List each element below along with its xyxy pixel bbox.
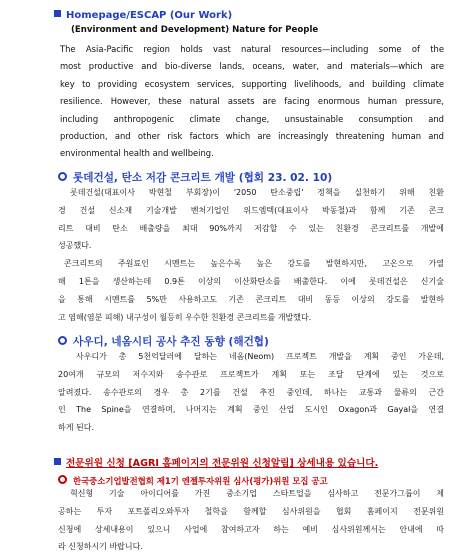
saudi-heading-row bbox=[58, 330, 448, 349]
lotte-paragraph bbox=[58, 184, 444, 326]
paragraph-line: 고 염해(염분 피해) 내구성이 월등히 우수한 친환경 콘크리트를 개발했다. bbox=[58, 312, 312, 322]
expert-heading[interactable]: 전문위원 신청 [AGRI 홈페이지의 전문위원 신청알림] 상세내용 있습니다. bbox=[66, 458, 379, 469]
homepage-paragraph bbox=[60, 41, 444, 163]
paragraph-line: 해 1톤을 생산하는데 0.9톤 이상의 이산화탄소를 배출한다. 이에 롯데건설은 신기술 bbox=[58, 276, 444, 286]
circle-bullet-icon bbox=[58, 336, 67, 345]
homepage-heading-row bbox=[54, 3, 444, 22]
paragraph-line: key to providing ecosystem services, supporting livelihoods, and building climate bbox=[60, 78, 444, 89]
lotte-heading-row bbox=[58, 166, 448, 185]
paragraph-line: production, and other risk factors which are increasingly threatening human and bbox=[60, 131, 444, 142]
paragraph-line: environmental health and wellbeing. bbox=[60, 148, 214, 159]
paragraph-line: 콘크리트의 주원료인 시멘트는 높은수록 높은 강도를 발현하지만, 고온으로 가열 bbox=[64, 259, 444, 269]
paragraph-line: 롯데건설(대표이사 박현철 부회장)이 '2050 탄소중립' 정책을 실천하기 위해 친환 bbox=[70, 188, 444, 197]
paragraph-line: 20여개 규모의 저수지와 송수관로 프로젝트가 계획 또는 조달 단계에 있는 것으로 bbox=[58, 369, 444, 379]
expert-heading-row bbox=[54, 451, 450, 470]
blue-square-bullet-icon bbox=[54, 10, 61, 17]
paragraph-line: 라 신청하시기 바랍니다. bbox=[58, 542, 143, 552]
blue-square-bullet-icon bbox=[54, 458, 61, 465]
homepage-heading: Homepage/ESCAP (Our Work) bbox=[66, 10, 233, 21]
paragraph-line: including anthropogenic climate change, unsustainable consumption and bbox=[60, 113, 444, 124]
paragraph-line: 공하는 투자 포트폴리오와투자 철학을 함께할 심사위원을 협회 홈페이지 전문위원 bbox=[58, 506, 444, 516]
saudi-heading: 사우디, 네옴시티 공사 추진 동향 (해건협) bbox=[73, 336, 269, 348]
saudi-paragraph bbox=[58, 348, 444, 437]
lotte-heading: 롯데건설, 탄소 저감 콘크리트 개발 (협회 23. 02. 10) bbox=[73, 172, 333, 184]
paragraph-line: 인 The Spine을 연결하며, 나머지는 계획 중인 산업 도시인 Oxagon과 Gayal을 연결 bbox=[58, 405, 444, 415]
expert-paragraph bbox=[58, 485, 444, 556]
paragraph-line: 신청에 상세내용이 있으니 사업에 참여하고자 하는 예비 심사위원께서는 안내에 따 bbox=[58, 524, 444, 534]
paragraph-line: 리트 대비 탄소 배출량을 최대 90%까지 저감할 수 있는 친환경 콘크리트를 개발에 bbox=[58, 223, 444, 233]
paragraph-line: resilience. However, these natural assets are facing enormous human pressure, bbox=[60, 96, 444, 107]
paragraph-line: 하게 된다. bbox=[58, 423, 94, 433]
homepage-subtitle: (Environment and Development) Nature for People bbox=[71, 25, 319, 35]
paragraph-line: The Asia-Pacific region holds vast natural resources—including some of the bbox=[60, 44, 444, 54]
circle-bullet-icon bbox=[58, 475, 67, 484]
paragraph-line: 알려졌다. 송수관로의 경우 총 2기를 건설 추진 중인데, 하나는 교통과 물류의 근간 bbox=[58, 387, 444, 397]
paragraph-line: 혁신형 기술 아이디어를 가진 중소기업 스타트업을 심사하고 전문가그룹이 제 bbox=[70, 489, 444, 498]
circle-bullet-icon bbox=[58, 172, 67, 181]
paragraph-line: 성공했다. bbox=[58, 241, 92, 251]
paragraph-line: 사우디가 총 5천억달러에 달하는 네옴(Neom) 프로젝트 개발을 계획 중인 가운데, bbox=[76, 352, 444, 361]
paragraph-line: 을 통해 시멘트를 5%만 사용하고도 기존 콘크리트 대비 동등 이상의 강도를 발현하 bbox=[58, 294, 444, 304]
expert-subheading: 한국중소기업발전협회 제1기 엔젤투자위원 심사(평가)위원 모집 공고 bbox=[73, 476, 328, 486]
paragraph-line: 경 건설 신소재 기술개발 벤처기업인 위드엠텍(대표이사 박동철)과 함께 기존 콘크 bbox=[58, 205, 444, 215]
paragraph-line: most productive and bio-diverse lands, oceans, water, and materials—which are bbox=[60, 61, 444, 72]
